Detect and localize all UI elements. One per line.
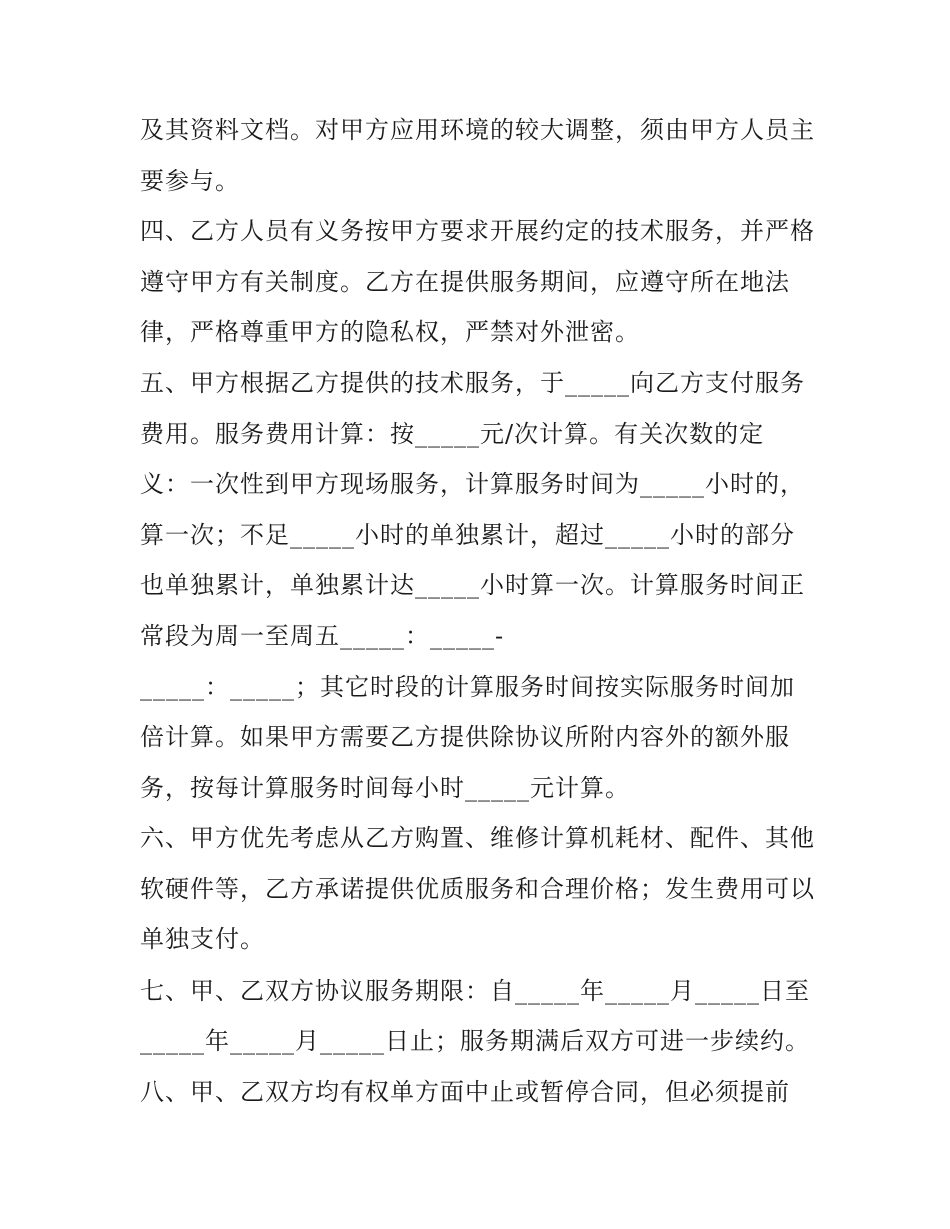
text-line: 六、甲方优先考虑从乙方购置、维修计算机耗材、配件、其他 [140,824,815,852]
text-line: 律，严格尊重甲方的隐私权，严禁对外泄密。 [140,318,640,346]
text-line: 倍计算。如果甲方需要乙方提供除协议所附内容外的额外服 [140,723,790,751]
text-line: 七、甲、乙双方协议服务期限：自_____年_____月_____日至 [140,977,810,1005]
text-line: 遵守甲方有关制度。乙方在提供服务期间，应遵守所在地法 [140,268,790,296]
text-line: 算一次；不足_____小时的单独累计，超过_____小时的部分 [140,521,795,549]
text-line: 软硬件等，乙方承诺提供优质服务和合理价格；发生费用可以 [140,875,815,903]
text-line: _____：_____；其它时段的计算服务时间按实际服务时间加 [140,673,795,701]
text-line: 八、甲、乙双方均有权单方面中止或暂停合同，但必须提前 [140,1078,790,1106]
text-line: 常段为周一至周五_____：_____- [140,622,505,650]
text-line: 费用。服务费用计算：按_____元/次计算。有关次数的定 [140,420,765,448]
text-line: 也单独累计，单独累计达_____小时算一次。计算服务时间正 [140,571,805,599]
text-line: 四、乙方人员有义务按甲方要求开展约定的技术服务，并严格 [140,217,815,245]
text-line: _____年_____月_____日止；服务期满后双方可进一步续约。 [140,1027,810,1055]
text-line: 务，按每计算服务时间每小时_____元计算。 [140,774,630,802]
text-line: 要参与。 [140,167,240,195]
text-line: 五、甲方根据乙方提供的技术服务，于_____向乙方支付服务 [140,369,805,397]
text-line: 及其资料文档。对甲方应用环境的较大调整，须由甲方人员主 [140,116,815,144]
text-line: 义：一次性到甲方现场服务，计算服务时间为_____小时的， [140,470,805,498]
text-line: 单独支付。 [140,925,265,953]
